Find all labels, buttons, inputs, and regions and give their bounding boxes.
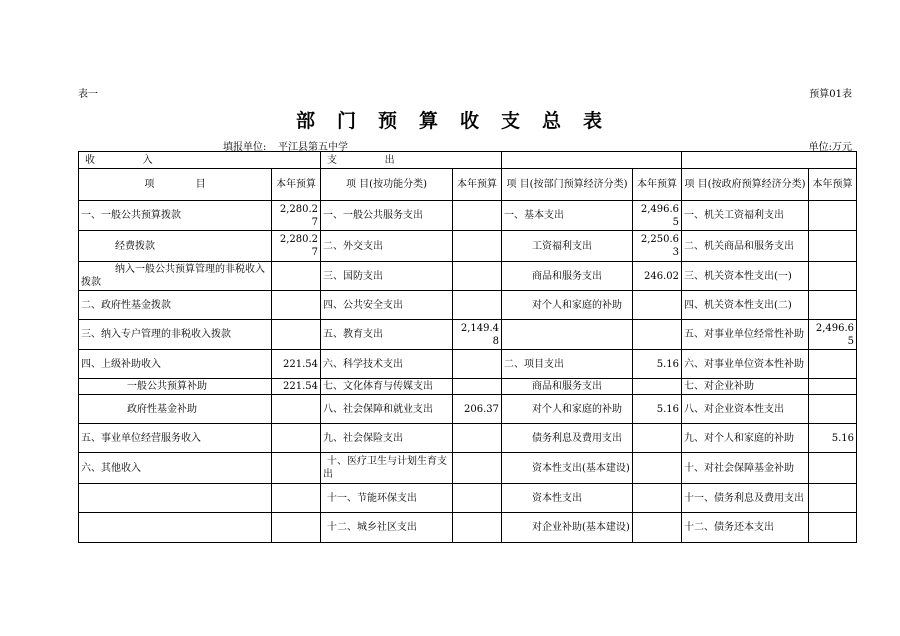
dept-item: 对个人和家庭的补助 [502,395,633,424]
form-code: 表一 [78,89,98,100]
dept-item [502,320,633,350]
func-amount [453,291,502,320]
dept-item: 对个人和家庭的补助 [502,291,633,320]
budget-summary-table [78,151,857,543]
dept-amount [633,424,682,453]
income-item: 三、纳入专户管理的非税收入拨款 [79,320,272,350]
gov-amount [809,453,857,484]
func-item: 九、社会保险支出 [321,424,453,453]
func-item: 八、社会保障和就业支出 [321,395,453,424]
dept-item: 商品和服务支出 [502,379,633,395]
func-item: 三、国防支出 [321,262,453,291]
gov-amount [809,350,857,379]
gov-item: 一、机关工资福利支出 [682,201,809,231]
gov-item: 三、机关资本性支出(一) [682,262,809,291]
table-row [79,291,857,320]
income-item: 二、政府性基金拨款 [79,291,272,320]
dept-amount: 5.16 [633,395,682,424]
income-amount: 221.54 [272,379,321,395]
func-amount [453,201,502,231]
income-amount: 2,280.27 [272,201,321,231]
income-item: 六、其他收入 [79,453,272,484]
blank-header-cell [502,152,682,169]
func-amount [453,379,502,395]
func-amount: 2,149.48 [453,320,502,350]
gov-item: 四、机关资本性支出(二) [682,291,809,320]
func-item: 二、外交支出 [321,231,453,262]
table-row [79,379,857,395]
table-row [79,350,857,379]
gov-item: 五、对事业单位经常性补助 [682,320,809,350]
table-row [79,231,857,262]
gov-amount [809,262,857,291]
money-unit: 单位:万元 [808,142,852,153]
dept-amount [633,453,682,484]
income-amount: 2,280.27 [272,231,321,262]
filing-unit-name: 平江县第五中学 [278,142,348,153]
gov-item-header: 项 目(按政府预算经济分类) [682,169,809,201]
table-row [79,395,857,424]
dept-item: 债务利息及费用支出 [502,424,633,453]
gov-amount [809,291,857,320]
group-header-row [79,152,857,169]
dept-item: 资本性支出(基本建设) [502,453,633,484]
income-amount [272,291,321,320]
func-item: 四、公共安全支出 [321,291,453,320]
income-item: 五、事业单位经营服务收入 [79,424,272,453]
gov-amount-header: 本年预算 [809,169,857,201]
dept-item: 工资福利支出 [502,231,633,262]
income-item: 经费拨款 [79,231,272,262]
table-row [79,513,857,543]
income-item-header: 项 目 [79,169,272,201]
dept-item: 二、项目支出 [502,350,633,379]
dept-item: 商品和服务支出 [502,262,633,291]
dept-item: 资本性支出 [502,484,633,513]
table-row [79,453,857,484]
gov-amount: 5.16 [809,424,857,453]
income-amount-header: 本年预算 [272,169,321,201]
income-item: 政府性基金补助 [79,395,272,424]
func-item: 十一、节能环保支出 [321,484,453,513]
page-title: 部门预算收支总表 [295,110,624,132]
income-item: 纳入一般公共预算管理的非税收入拨款 [79,262,272,291]
gov-amount [809,231,857,262]
income-amount [272,395,321,424]
gov-item: 二、机关商品和服务支出 [682,231,809,262]
gov-item: 八、对企业资本性支出 [682,395,809,424]
func-amount [453,453,502,484]
income-amount [272,424,321,453]
income-item [79,484,272,513]
income-item: 一、一般公共预算拨款 [79,201,272,231]
dept-amount [633,484,682,513]
column-header-row [79,169,857,201]
blank-header-cell [682,152,857,169]
dept-amount [633,379,682,395]
func-item: 六、科学技术支出 [321,350,453,379]
filing-unit-label: 填报单位: [223,142,267,153]
func-item: 七、文化体育与传媒支出 [321,379,453,395]
income-item: 一般公共预算补助 [79,379,272,395]
income-amount [272,262,321,291]
func-item-header: 项 目(按功能分类) [321,169,453,201]
income-amount: 221.54 [272,350,321,379]
gov-item: 九、对个人和家庭的补助 [682,424,809,453]
income-amount [272,513,321,543]
func-item: 五、教育支出 [321,320,453,350]
dept-amount [633,513,682,543]
func-amount: 206.37 [453,395,502,424]
gov-item: 七、对企业补助 [682,379,809,395]
dept-item-header: 项 目(按部门预算经济分类) [502,169,633,201]
table-row [79,262,857,291]
table-row [79,201,857,231]
dept-item: 对企业补助(基本建设) [502,513,633,543]
table-row [79,484,857,513]
dept-amount-header: 本年预算 [633,169,682,201]
gov-item: 六、对事业单位资本性补助 [682,350,809,379]
func-amount [453,424,502,453]
income-group-header: 收 入 [79,152,321,169]
gov-amount [809,395,857,424]
form-number: 预算01表 [809,89,852,100]
gov-amount [809,379,857,395]
expense-group-header: 支 出 [321,152,502,169]
func-item: 十二、城乡社区支出 [321,513,453,543]
gov-amount [809,484,857,513]
dept-amount: 246.02 [633,262,682,291]
func-amount [453,350,502,379]
income-item: 四、上级补助收入 [79,350,272,379]
gov-amount [809,201,857,231]
func-item: 一、一般公共服务支出 [321,201,453,231]
dept-amount [633,320,682,350]
dept-amount: 2,250.63 [633,231,682,262]
gov-item: 十二、债务还本支出 [682,513,809,543]
func-item: 十、医疗卫生与计划生育支出 [321,453,453,484]
func-amount-header: 本年预算 [453,169,502,201]
dept-amount: 2,496.65 [633,201,682,231]
func-amount [453,231,502,262]
func-amount [453,262,502,291]
income-item [79,513,272,543]
gov-item: 十一、债务利息及费用支出 [682,484,809,513]
dept-item: 一、基本支出 [502,201,633,231]
income-amount [272,453,321,484]
func-amount [453,484,502,513]
income-amount [272,320,321,350]
table-row [79,320,857,350]
gov-item: 十、对社会保障基金补助 [682,453,809,484]
table-row [79,424,857,453]
dept-amount: 5.16 [633,350,682,379]
gov-amount: 2,496.65 [809,320,857,350]
dept-amount [633,291,682,320]
gov-amount [809,513,857,543]
func-amount [453,513,502,543]
income-amount [272,484,321,513]
